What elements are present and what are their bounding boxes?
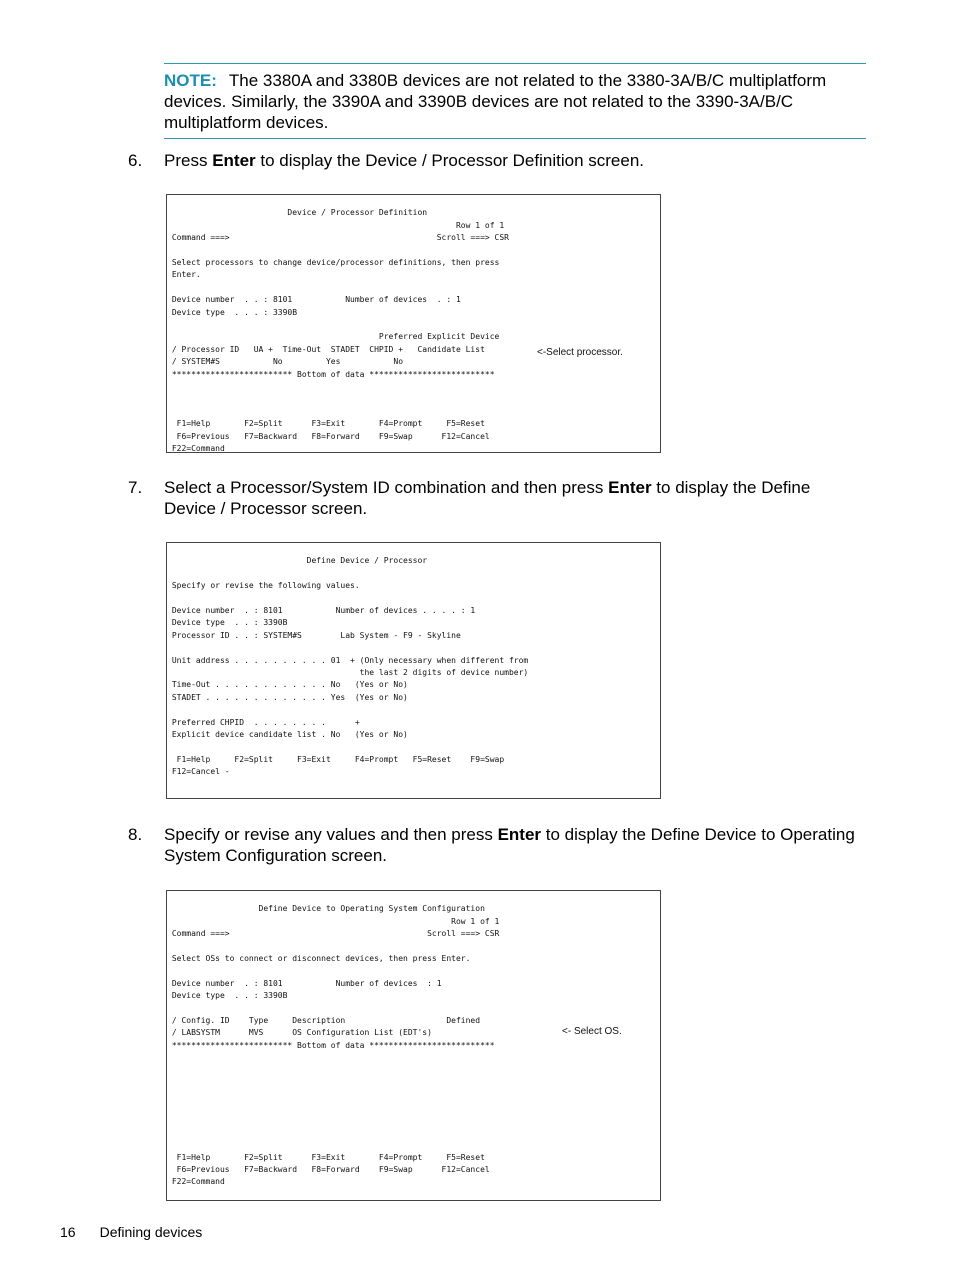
select-os-annotation: <- Select OS. — [562, 1026, 622, 1037]
note-text: The 3380A and 3380B devices are not related to the 3380-3A/B/C multiplatform devices. Similarly, the 3390A and 3390B devices are not related to the 3390-3A/B/C multiplatform devices. — [164, 71, 827, 132]
step-text: Press Enter to display the Device / Processor Definition screen. — [164, 151, 644, 170]
step-number: 8. — [128, 825, 143, 844]
define-device-os-config-screen — [166, 890, 661, 1201]
step-number: 7. — [128, 478, 143, 497]
screen-text: Define Device / Processor Specify or revise the following values. Device number . : 8101 Number of devices . . . . : 1 Device type . . : 3390B Processor ID . . : SYSTEM#S Lab System - F9 - Skyline Unit address . . . . . . . . . . 01 + (Only necessary when different from the last 2 digits of device number) Time-Out . . . . . . . . . . . . No (Yes or No) STADET . . . . . . . . . . . . . Yes (Yes or No) Preferred CHPID . . . . . . . . + Explicit device candidate list . No (Yes or No) F1=Help F2=Split F3=Exit F4=Prompt F5=Reset F9=Swap F12=Cancel - — [171, 556, 529, 777]
screen-text: Device / Processor Definition Row 1 of 1 Command ===> Scroll ===> CSR Select processors to change device/processor definitions, then press Enter. Device number . . : 8101 Number of devices . : 1 Device type . . . : 3390B Preferred Explicit Device / Processor ID UA + Time-Out STADET CHPID + Candidate List / SYSTEM#S No Yes No ************************* Bottom of data ************************** F1=Help F2=Split F3=Exit F4=Prompt F5=Reset F6=Previous F7=Backward F8=Forward F9=Swap F12=Cancel F22=Command — [171, 208, 509, 454]
step-text: Specify or revise any values and then press Enter to display the Define Device to Operating System Configuration screen. — [164, 825, 855, 865]
section-name: Defining devices — [99, 1224, 203, 1240]
device-processor-definition-screen — [166, 194, 661, 453]
page-number: 16 — [60, 1224, 76, 1240]
note-label: NOTE: — [164, 71, 217, 90]
page-footer — [60, 1224, 202, 1240]
note-box — [164, 63, 866, 139]
define-device-processor-screen — [166, 542, 661, 799]
step-text: Select a Processor/System ID combination and then press Enter to display the Define Device / Processor screen. — [164, 478, 811, 518]
select-processor-annotation: <-Select processor. — [537, 347, 623, 358]
screen-text: Define Device to Operating System Configuration Row 1 of 1 Command ===> Scroll ===> CSR Select OSs to connect or disconnect devices, then press Enter. Device number . : 8101 Number of devices : 1 Device type . . : 3390B / Config. ID Type Description Defined / LABSYSTM MVS OS Configuration List (EDT's) ************************* Bottom of data ************************** F1=Help F2=Split F3=Exit F4=Prompt F5=Reset F6=Previous F7=Backward F8=Forward F9=Swap F12=Cancel F22=Command — [171, 904, 500, 1187]
step-number: 6. — [128, 151, 143, 170]
